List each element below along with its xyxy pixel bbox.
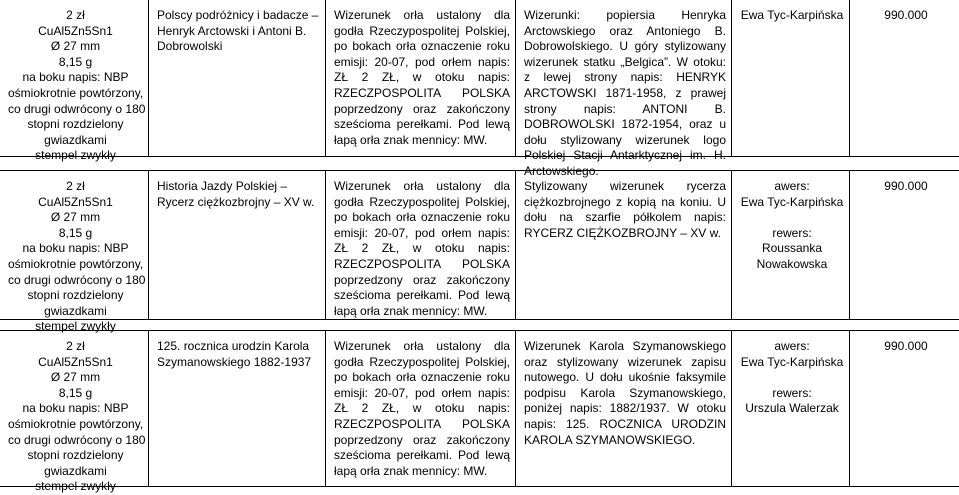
coin-title-cell <box>148 171 325 319</box>
mintage: 990.000 <box>884 8 928 22</box>
obverse-description: Wizerunek orła ustalony dla godła Rzeczypospolitej Polskiej, po bokach orła oznaczenie roku emisji: 20-07, pod orłem napis: ZŁ 2 ZŁ, w otoku napis: RZECZPOSPOLITA POLSKA poprzedzony oraz zakończony sześcioma perełkami. Pod lewą łapą orła znak mennicy: MW. <box>334 8 510 147</box>
reverse-description: Stylizowany wizerunek rycerza ciężkozbrojnego z kopią na koniu. U dołu na szarfie półkolem napis: RYCERZ CIĘŻKOZBROJNY – XV w. <box>524 179 726 240</box>
obverse-description-cell <box>325 331 515 486</box>
mintage: 990.000 <box>884 179 928 193</box>
metal-specs-cell <box>0 331 148 494</box>
reverse-description-cell <box>515 331 731 486</box>
table-row <box>0 330 959 494</box>
obverse-description-cell <box>325 0 515 156</box>
designer-cell <box>731 0 849 156</box>
metal-specs-cell <box>0 0 148 163</box>
table-row <box>0 170 959 334</box>
mintage-cell <box>849 171 959 319</box>
coin-title-cell <box>148 331 325 486</box>
metal-specs: 2 zł CuAl5Zn5Sn1 Ø 27 mm 8,15 g na boku napis: NBP ośmiokrotnie powtórzony, co drugi odwrócony o 180 stopni rozdzielony gwiazdkami stempel zwykły <box>8 339 146 494</box>
designer: awers: Ewa Tyc-Karpińska rewers: Urszula Walerzak <box>740 339 844 416</box>
metal-specs-cell <box>0 171 148 334</box>
designer-cell <box>731 171 849 319</box>
obverse-description: Wizerunek orła ustalony dla godła Rzeczypospolitej Polskiej, po bokach orła oznaczenie roku emisji: 20-07, pod orłem napis: ZŁ 2 ZŁ, w otoku napis: RZECZPOSPOLITA POLSKA poprzedzony oraz zakończony sześcioma perełkami. Pod lewą łapą orła znak mennicy: MW. <box>334 339 510 478</box>
designer: awers: Ewa Tyc-Karpińska rewers: Roussanka Nowakowska <box>740 179 844 271</box>
metal-specs: 2 zł CuAl5Zn5Sn1 Ø 27 mm 8,15 g na boku napis: NBP ośmiokrotnie powtórzony, co drugi odwrócony o 180 stopni rozdzielony gwiazdkami stempel zwykły <box>8 8 146 163</box>
reverse-description: Wizerunek Karola Szymanowskiego oraz stylizowany wizerunek zapisu nutowego. U dołu ukośnie faksymile podpisu Karola Szymanowskiego, poniżej napis: 1882/1937. W otoku napis: 125. ROCZNICA URODZIN KAROLA SZYMANOWSKIEGO. <box>524 339 726 447</box>
table-row <box>0 0 959 178</box>
reverse-description-cell <box>515 171 731 319</box>
coin-title-cell <box>148 0 325 156</box>
mintage-cell <box>849 331 959 486</box>
mintage: 990.000 <box>884 339 928 353</box>
designer-cell <box>731 331 849 486</box>
designer: Ewa Tyc-Karpińska <box>740 8 844 22</box>
reverse-description-cell <box>515 0 731 178</box>
obverse-description: Wizerunek orła ustalony dla godła Rzeczypospolitej Polskiej, po bokach orła oznaczenie roku emisji: 20-07, pod orłem napis: ZŁ 2 ZŁ, w otoku napis: RZECZPOSPOLITA POLSKA poprzedzony oraz zakończony sześcioma perełkami. Pod lewą łapą orła znak mennicy: MW. <box>334 179 510 318</box>
coin-title: 125. rocznica urodzin Karola Szymanowskiego 1882-1937 <box>157 339 312 369</box>
mintage-cell <box>849 0 959 156</box>
reverse-description: Wizerunki: popiersia Henryka Arctowskiego oraz Antoniego B. Dobrowolskiego. U góry stylizowany wizerunek statku „Belgica”. W otoku: z lewej strony napis: HENRYK ARCTOWSKI 1871-1958, z prawej strony napis: ANTONI B. DOBROWOLSKI 1872-1954, oraz u dołu stylizowany wizerunek logo Polskiej Stacji Antarktycznej im. H. Arctowskiego. <box>524 8 726 178</box>
obverse-description-cell <box>325 171 515 319</box>
metal-specs: 2 zł CuAl5Zn5Sn1 Ø 27 mm 8,15 g na boku napis: NBP ośmiokrotnie powtórzony, co drugi odwrócony o 180 stopni rozdzielony gwiazdkami stempel zwykły <box>8 179 146 334</box>
coin-title: Historia Jazdy Polskiej – Rycerz ciężkozbrojny – XV w. <box>157 179 315 209</box>
coin-title: Polscy podróżnicy i badacze – Henryk Arctowski i Antoni B. Dobrowolski <box>157 8 319 54</box>
